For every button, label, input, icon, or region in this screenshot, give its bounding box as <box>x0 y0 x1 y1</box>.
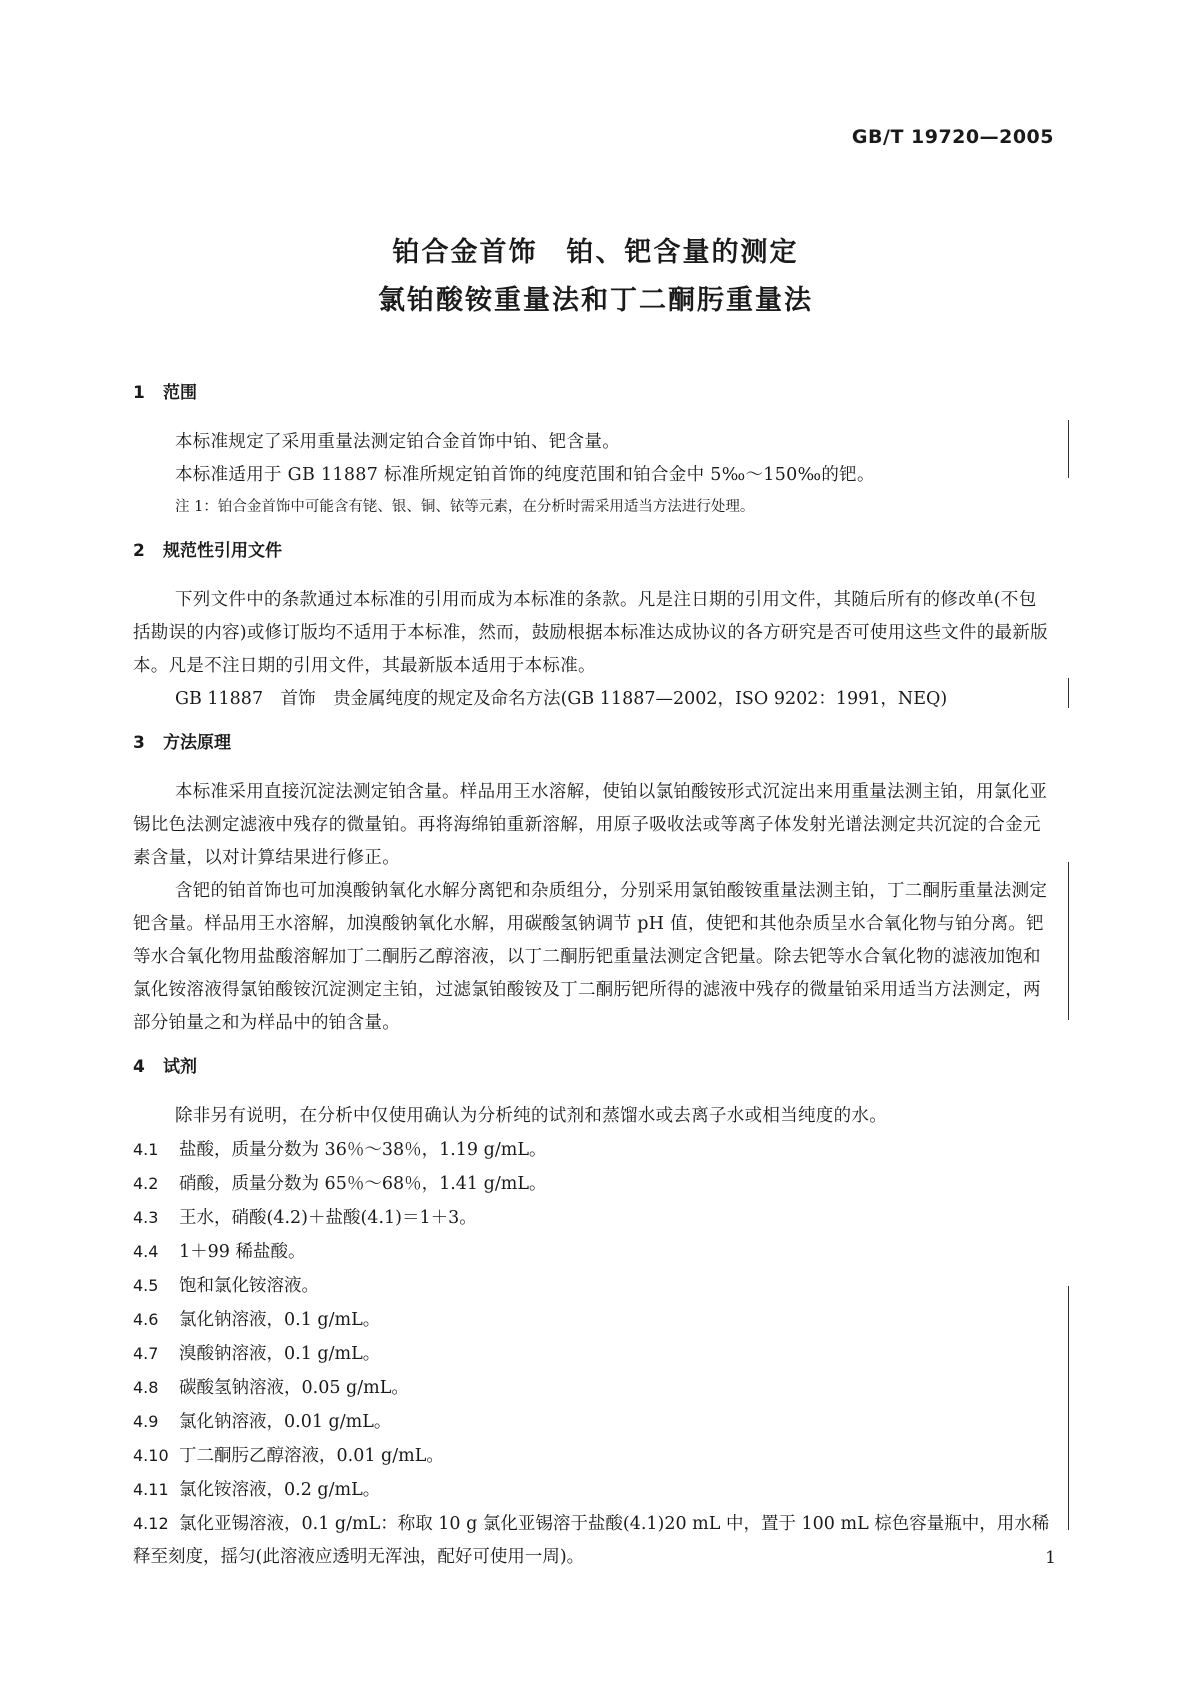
section-title: 规范性引用文件 <box>163 541 282 561</box>
page-number: 1 <box>1045 1548 1056 1568</box>
reagent-item <box>133 1269 1053 1303</box>
item-number: 4.6 <box>133 1310 159 1329</box>
section-3-paragraph-1: 本标准采用直接沉淀法测定铂含量。样品用王水溶解，使铂以氯铂酸铵形式沉淀出来用重量法测主铂，用氯化亚锡比色法测定滤液中残存的微量铂。再将海绵铂重新溶解，用原子吸收法或等离子体发射光谱法测定共沉淀的合金元素含量，以对计算结果进行修正。 <box>133 782 1048 868</box>
section-title: 试剂 <box>163 1057 197 1077</box>
item-number: 4.1 <box>133 1140 159 1159</box>
normative-reference: GB 11887 首饰 贵金属纯度的规定及命名方法(GB 11887—2002，ISO 9202：1991，NEQ) <box>175 689 948 709</box>
reagent-item <box>133 1473 1053 1507</box>
section-number: 1 <box>133 383 145 403</box>
item-text: 丁二酮肟乙醇溶液，0.01 g/mL。 <box>179 1446 444 1466</box>
section-title: 范围 <box>163 383 197 403</box>
item-text: 溴酸钠溶液，0.1 g/mL。 <box>179 1344 381 1364</box>
item-text: 饱和氯化铵溶液。 <box>179 1276 319 1296</box>
reagent-item <box>133 1303 1053 1337</box>
reagent-item <box>133 1133 1053 1167</box>
section-2-heading <box>133 540 1053 562</box>
revision-bar <box>1068 420 1069 478</box>
item-number: 4.8 <box>133 1378 159 1397</box>
title-line-1: 铂合金首饰 铂、钯含量的测定 <box>392 237 799 268</box>
item-number: 4.2 <box>133 1174 159 1193</box>
section-1-heading <box>133 382 1053 404</box>
item-number: 4.5 <box>133 1276 159 1295</box>
item-number: 4.11 <box>133 1480 169 1499</box>
reagent-item <box>133 1439 1053 1473</box>
item-text: 氯化亚锡溶液，0.1 g/mL：称取 10 g 氯化亚锡溶于盐酸(4.1)20 mL 中，置于 100 mL 棕色容量瓶中，用水稀释至刻度，摇匀(此溶液应透明无浑浊，配好可使用一周)。 <box>133 1514 1050 1567</box>
document-body <box>133 382 1053 1574</box>
revision-bar <box>1068 678 1069 708</box>
section-1-note: 注 1：铂合金首饰中可能含有铑、银、铜、铱等元素，在分析时需采用适当方法进行处理。 <box>175 499 755 515</box>
item-number: 4.4 <box>133 1242 159 1261</box>
item-text: 1＋99 稀盐酸。 <box>179 1242 306 1262</box>
item-text: 氯化铵溶液，0.2 g/mL。 <box>179 1480 381 1500</box>
item-text: 碳酸氢钠溶液，0.05 g/mL。 <box>179 1378 409 1398</box>
section-2-paragraph-1: 下列文件中的条款通过本标准的引用而成为本标准的条款。凡是注日期的引用文件，其随后所有的修改单(不包括勘误的内容)或修订版均不适用于本标准，然而，鼓励根据本标准达成协议的各方研究是否可使用这些文件的最新版本。凡是不注日期的引用文件，其最新版本适用于本标准。 <box>133 590 1048 676</box>
item-number: 4.9 <box>133 1412 159 1431</box>
reagent-item <box>133 1235 1053 1269</box>
section-4-heading <box>133 1056 1053 1078</box>
item-text: 氯化钠溶液，0.1 g/mL。 <box>179 1310 381 1330</box>
title-line-2: 氯铂酸铵重量法和丁二酮肟重量法 <box>378 285 813 316</box>
item-number: 4.7 <box>133 1344 159 1363</box>
section-title: 方法原理 <box>163 733 231 753</box>
section-number: 2 <box>133 541 145 561</box>
item-text: 氯化钠溶液，0.01 g/mL。 <box>179 1412 392 1432</box>
item-number: 4.3 <box>133 1208 159 1227</box>
reagent-item <box>133 1167 1053 1201</box>
standard-number: GB/T 19720—2005 <box>851 126 1054 148</box>
section-1-paragraph-2: 本标准适用于 GB 11887 标准所规定铂首饰的纯度范围和铂合金中 5‰～150‰的钯。 <box>175 465 875 485</box>
revision-bar <box>1068 862 1069 1020</box>
section-number: 4 <box>133 1057 145 1077</box>
revision-bar <box>1068 1286 1069 1530</box>
item-number: 4.12 <box>133 1514 169 1533</box>
reagent-item <box>133 1507 1053 1574</box>
section-1-paragraph-1: 本标准规定了采用重量法测定铂合金首饰中铂、钯含量。 <box>175 432 620 452</box>
reagent-item <box>133 1371 1053 1405</box>
section-number: 3 <box>133 733 145 753</box>
item-text: 盐酸，质量分数为 36％～38％，1.19 g/mL。 <box>179 1140 547 1160</box>
section-4-paragraph-1: 除非另有说明，在分析中仅使用确认为分析纯的试剂和蒸馏水或去离子水或相当纯度的水。 <box>175 1106 887 1126</box>
item-text: 硝酸，质量分数为 65％～68％，1.41 g/mL。 <box>179 1174 547 1194</box>
reagent-item <box>133 1405 1053 1439</box>
reagent-item <box>133 1201 1053 1235</box>
item-text: 王水，硝酸(4.2)＋盐酸(4.1)＝1＋3。 <box>179 1208 477 1228</box>
section-3-paragraph-2: 含钯的铂首饰也可加溴酸钠氧化水解分离钯和杂质组分，分别采用氯铂酸铵重量法测主铂，丁二酮肟重量法测定钯含量。样品用王水溶解，加溴酸钠氧化水解，用碳酸氢钠调节 pH 值，使钯和其他杂质呈水合氧化物与铂分离。钯等水合氧化物用盐酸溶解加丁二酮肟乙醇溶液，以丁二酮肟钯重量法测定含钯量。除去钯等水合氧化物的滤液加饱和氯化铵溶液得氯铂酸铵沉淀测定主铂，过滤氯铂酸铵及丁二酮肟钯所得的滤液中残存的微量铂采用适当方法测定，两部分铂量之和为样品中的铂含量。 <box>133 881 1048 1033</box>
section-3-heading <box>133 732 1053 754</box>
reagent-item <box>133 1337 1053 1371</box>
item-number: 4.10 <box>133 1446 169 1465</box>
